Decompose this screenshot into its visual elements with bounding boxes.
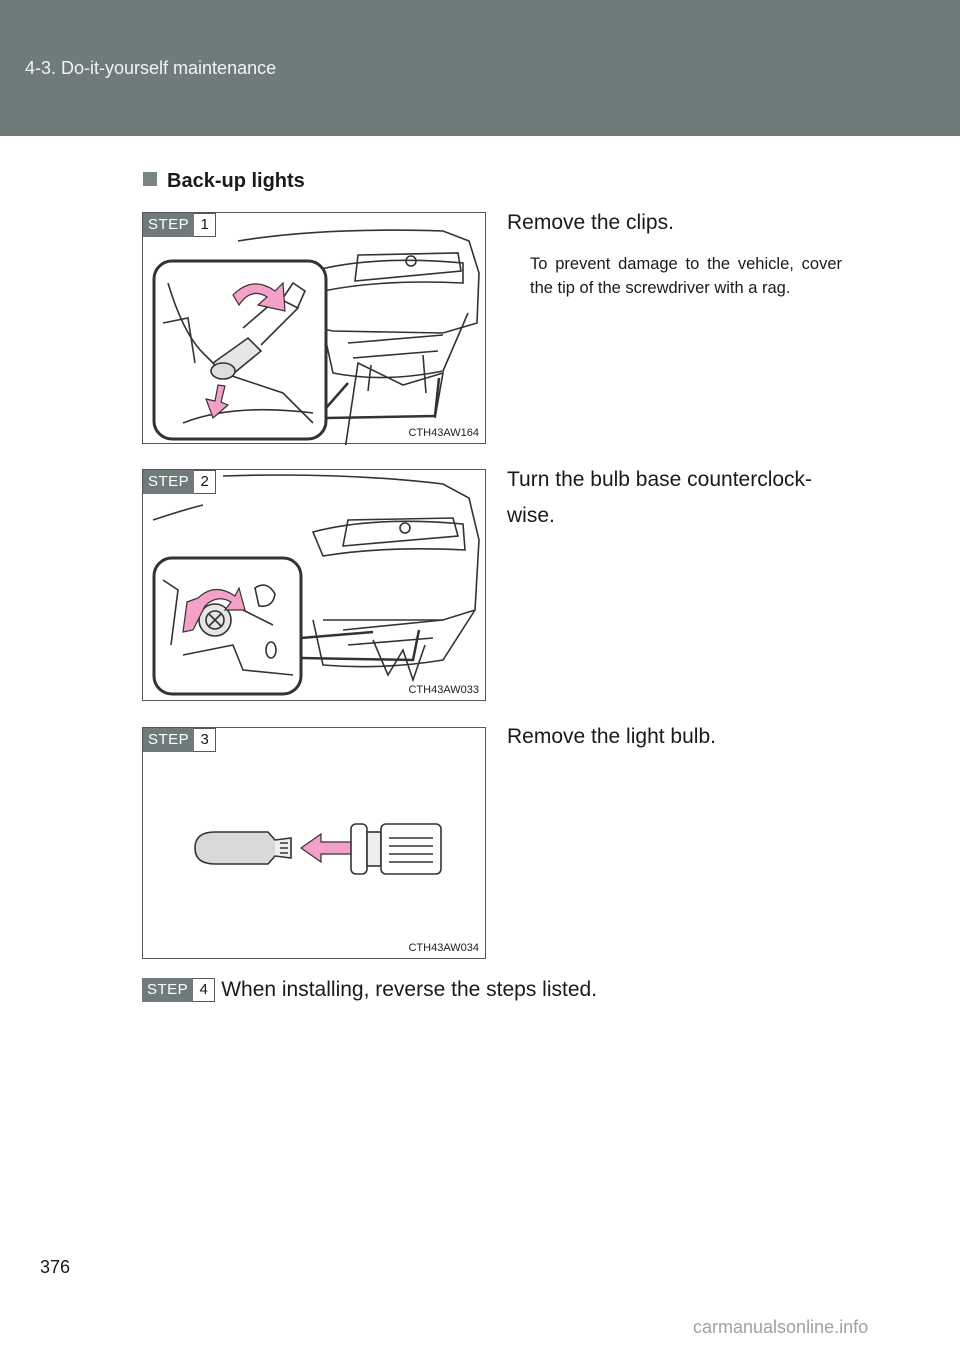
figure-step-1 xyxy=(142,212,486,444)
step-2-badge xyxy=(143,470,216,494)
step-4-text: When installing, reverse the steps listed. xyxy=(221,978,598,1001)
turn-bulb-base-illustration xyxy=(143,470,487,702)
step-1-text: Remove the clips. xyxy=(507,211,674,234)
step-3-label: STEP xyxy=(143,728,194,752)
step-4-badge xyxy=(142,978,215,1002)
step-1-badge xyxy=(143,213,216,237)
step-1-number: 1 xyxy=(194,213,216,237)
header-section-title: 4-3. Do-it-yourself maintenance xyxy=(25,58,277,78)
square-bullet-icon xyxy=(143,172,157,186)
step-3-text: Remove the light bulb. xyxy=(507,725,716,748)
page-header xyxy=(0,0,960,136)
step-2-label: STEP xyxy=(143,470,194,494)
remove-bulb-illustration xyxy=(143,728,487,960)
figure-2-code: CTH43AW033 xyxy=(408,684,479,696)
step-1-label: STEP xyxy=(143,213,194,237)
figure-3-code: CTH43AW034 xyxy=(408,942,479,954)
page-number: 376 xyxy=(40,1257,71,1277)
figure-1-code: CTH43AW164 xyxy=(408,427,479,439)
step-2-number: 2 xyxy=(194,470,216,494)
step-3-number: 3 xyxy=(194,728,216,752)
step-3-badge xyxy=(143,728,216,752)
figure-step-3 xyxy=(142,727,486,959)
step-2-text: Turn the bulb base counterclock-wise. xyxy=(507,468,813,527)
section-heading xyxy=(143,170,305,193)
figure-step-2 xyxy=(142,469,486,701)
step-4-row xyxy=(142,978,597,1002)
step-4-number: 4 xyxy=(193,978,215,1002)
remove-clips-illustration xyxy=(143,213,487,445)
section-heading-text: Back-up lights xyxy=(167,170,305,192)
watermark: carmanualsonline.info xyxy=(693,1317,869,1337)
step-4-label: STEP xyxy=(142,978,193,1002)
step-1-note: To prevent damage to the vehicle, cover the tip of the screwdriver with a rag. xyxy=(530,255,842,297)
pull-direction-arrow xyxy=(301,834,353,862)
